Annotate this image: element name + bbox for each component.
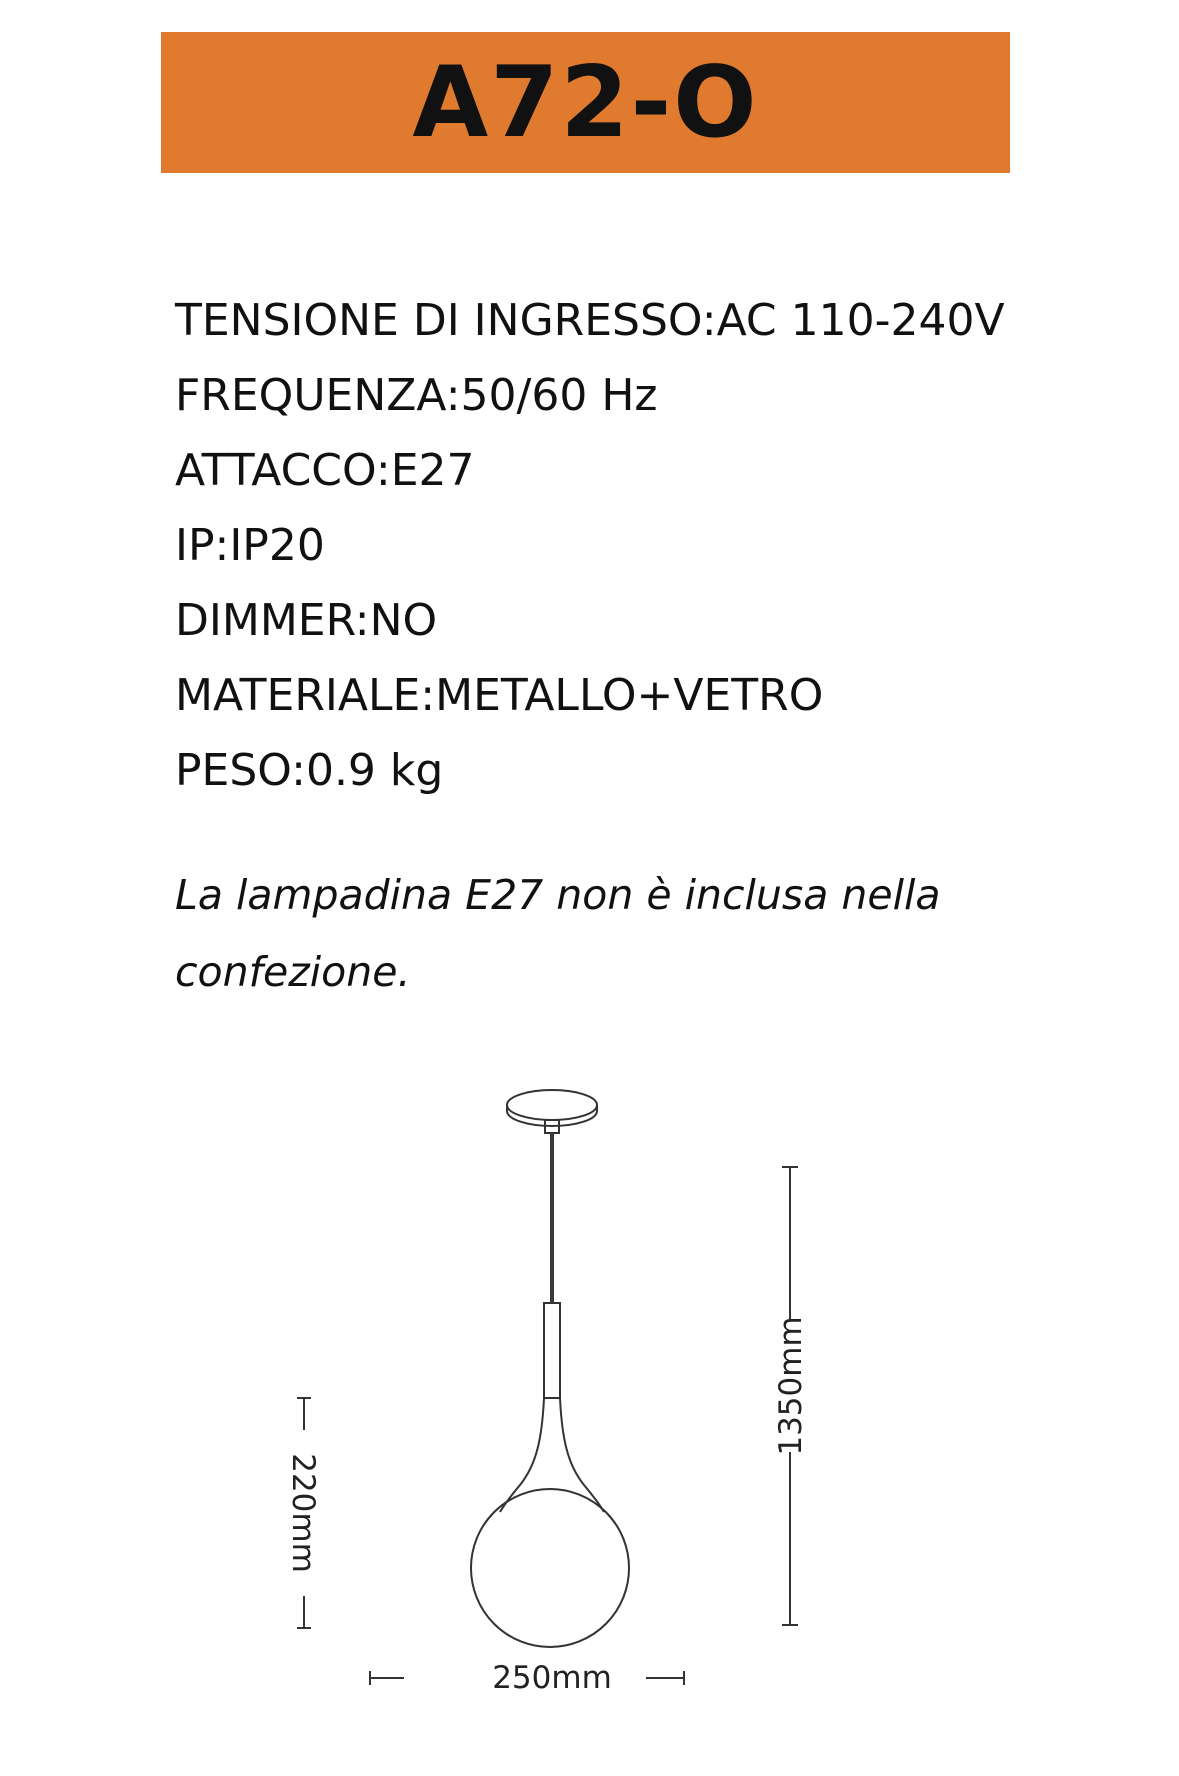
product-code: A72-O	[412, 45, 759, 160]
spec-material: MATERIALE:METALLO+VETRO	[175, 670, 824, 721]
glass-globe	[471, 1489, 629, 1647]
spec-socket: ATTACCO:E27	[175, 445, 475, 496]
globe-height-label: 220mm	[285, 1453, 321, 1573]
width-label: 250mm	[492, 1660, 612, 1696]
spec-dimmer: DIMMER:NO	[175, 595, 438, 646]
spec-ip-rating: IP:IP20	[175, 520, 325, 571]
bulb-not-included-note: La lampadina E27 non è inclusa nella confezione.	[175, 871, 941, 996]
spec-weight: PESO:0.9 kg	[175, 745, 444, 796]
socket-sleeve	[544, 1303, 560, 1398]
spec-input-voltage: TENSIONE DI INGRESSO:AC 110-240V	[175, 295, 1005, 346]
glass-neck	[500, 1398, 604, 1512]
spec-frequency: FREQUENZA:50/60 Hz	[175, 370, 658, 421]
total-height-label: 1350mm	[773, 1316, 809, 1456]
